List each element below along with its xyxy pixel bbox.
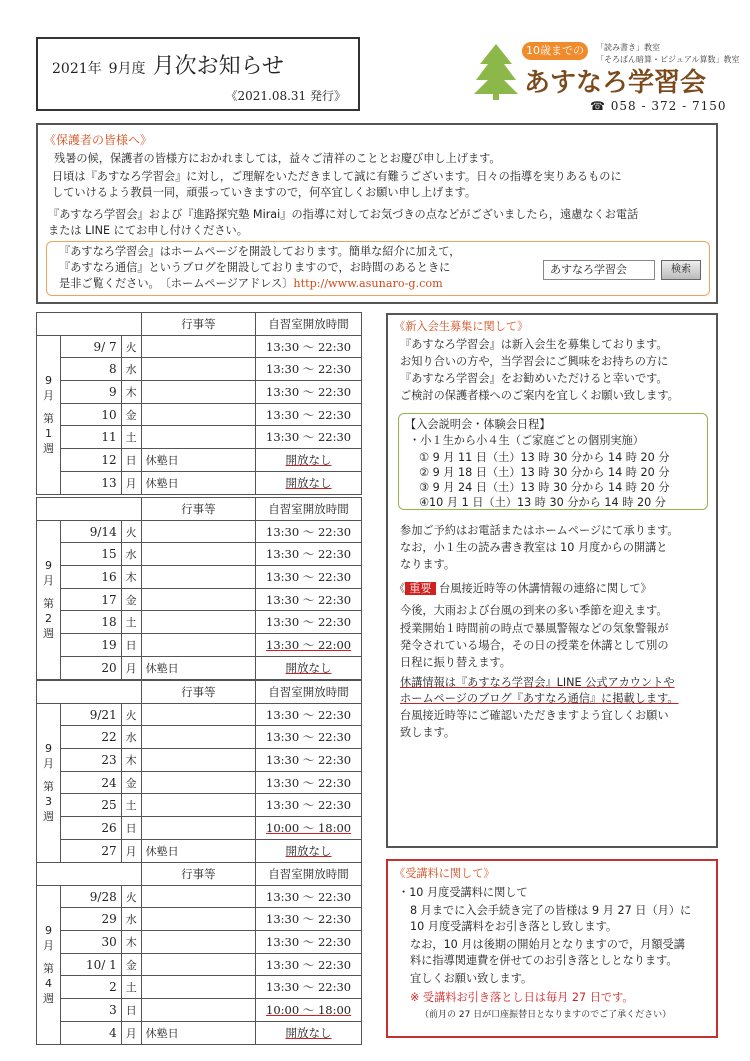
date-cell: 22 — [60, 726, 121, 749]
homepage-info — [46, 241, 710, 296]
schedule-header-row — [37, 498, 362, 521]
fee-line: 料に指導関連費を併せてのお引き落としとなります。 — [410, 954, 678, 967]
session-item: ② 9 月 18 日（土）13 時 30 分から 14 時 20 分 — [419, 466, 670, 479]
table-row — [37, 817, 362, 840]
table-row — [37, 381, 362, 404]
header-hours: 自習室開放時間 — [256, 498, 362, 521]
logo-name: あすなろ学習会 — [524, 68, 707, 98]
header-blank — [37, 681, 142, 704]
typhoon-line: 日程に振り替えます。 — [400, 656, 511, 669]
event-cell: 休塾日 — [141, 1021, 255, 1044]
header-hours: 自習室開放時間 — [256, 863, 362, 886]
event-cell: 休塾日 — [141, 656, 255, 679]
week-label-char: 9 — [44, 924, 52, 938]
table-row — [37, 543, 362, 566]
dow-cell: 水 — [121, 543, 141, 566]
title-text: 月次お知らせ — [152, 54, 284, 79]
typhoon-underline-line: ホームページのブログ『あすなろ通信』に掲載します。 — [400, 692, 679, 705]
dow-cell: 月 — [121, 839, 141, 862]
notice-line: 日頃は『あすなろ学習会』に対し，ご理解をいただきまして誠に有難うございます。日々の指導を実りあるものに — [52, 170, 622, 183]
date-cell: 19 — [60, 634, 121, 657]
tree-logo-icon — [474, 44, 518, 100]
date-cell: 12 — [60, 449, 121, 472]
event-cell — [141, 885, 255, 908]
table-row — [37, 908, 362, 931]
table-row — [37, 999, 362, 1022]
schedule-table — [36, 862, 362, 1045]
session-schedule — [398, 413, 708, 510]
date-cell: 9/14 — [60, 520, 121, 543]
dow-cell: 月 — [121, 656, 141, 679]
event-cell — [141, 771, 255, 794]
hours-cell: 13:30 ～ 22:30 — [256, 703, 362, 726]
table-row — [37, 656, 362, 679]
hours-cell: 13:30 ～ 22:30 — [256, 794, 362, 817]
web-line: 『あすなろ通信』というブログを開設しておりますので，お時間のあるときに — [59, 261, 451, 274]
dow-cell: 月 — [121, 1021, 141, 1044]
date-cell: 17 — [60, 588, 121, 611]
event-cell — [141, 543, 255, 566]
session-item: ① 9 月 11 日（土）13 時 30 分から 14 時 20 分 — [419, 451, 670, 464]
table-row — [37, 449, 362, 472]
hours-cell: 13:30 ～ 22:30 — [256, 749, 362, 772]
date-cell: 10 — [60, 403, 121, 426]
dow-cell: 金 — [121, 403, 141, 426]
fee-item: ・10 月度受講料に関して — [398, 886, 528, 899]
header-blank — [37, 498, 142, 521]
date-cell: 26 — [60, 817, 121, 840]
hours-cell: 13:30 ～ 22:00 — [256, 634, 362, 657]
hours-cell: 13:30 ～ 22:30 — [256, 885, 362, 908]
hours-cell: 13:30 ～ 22:30 — [256, 358, 362, 381]
hours-cell: 開放なし — [256, 471, 362, 494]
week-label-char: 週 — [42, 992, 54, 1006]
typhoon-heading-text: 台風接近時等の休講情報の連絡に関して》 — [439, 582, 652, 595]
event-cell — [141, 703, 255, 726]
week-label-char: 月 — [42, 939, 54, 953]
event-cell — [141, 566, 255, 589]
search-input[interactable]: あすなろ学習会 — [543, 260, 655, 280]
header-event: 行事等 — [141, 863, 255, 886]
date-cell: 20 — [60, 656, 121, 679]
event-cell — [141, 403, 255, 426]
important-badge: 重要 — [405, 582, 435, 595]
fee-footnote: （前月の 27 日が口座振替日となりますのでご了承ください） — [420, 1010, 672, 1020]
recruit-line: 『あすなろ学習会』をお勧めいただけると幸いです。 — [400, 372, 668, 385]
dow-cell: 木 — [121, 931, 141, 954]
dow-cell: 土 — [121, 976, 141, 999]
table-row — [37, 703, 362, 726]
date-cell: 3 — [60, 999, 121, 1022]
event-cell: 休塾日 — [141, 839, 255, 862]
dow-cell: 火 — [121, 703, 141, 726]
date-cell: 9/28 — [60, 885, 121, 908]
logo-subtitle-1: 「読み書き」教室 — [596, 43, 660, 52]
dow-cell: 金 — [121, 588, 141, 611]
date-cell: 8 — [60, 358, 121, 381]
week-label-char: 月 — [42, 389, 54, 403]
dow-cell: 水 — [121, 358, 141, 381]
date-cell: 29 — [60, 908, 121, 931]
fee-line: なお，10 月は後期の開始月となりますので，月額受講 — [410, 938, 685, 951]
schedule-header-row — [37, 313, 362, 336]
table-row — [37, 358, 362, 381]
session-item: ③ 9 月 24 日（土）13 時 30 分から 14 時 20 分 — [419, 481, 670, 494]
week-label-char: 9 — [44, 742, 52, 756]
date-cell: 10/ 1 — [60, 953, 121, 976]
session-item: ④10 月 1 日（土）13 時 30 分から 14 時 20 分 — [419, 496, 666, 509]
hours-cell: 13:30 ～ 22:30 — [256, 771, 362, 794]
typhoon-tail-line: 致します。 — [400, 726, 456, 739]
hours-cell: 開放なし — [256, 839, 362, 862]
date-cell: 13 — [60, 471, 121, 494]
recruit-after-line: なります。 — [400, 558, 456, 571]
date-cell: 4 — [60, 1021, 121, 1044]
header-event: 行事等 — [141, 498, 255, 521]
date-cell: 24 — [60, 771, 121, 794]
fee-emphasis: ※ 受講料お引き落とし日は毎月 27 日です。 — [410, 991, 634, 1004]
title-month: 9 — [108, 61, 118, 77]
notice-heading: 《保護者の皆様へ》 — [44, 133, 153, 147]
dow-cell: 金 — [121, 771, 141, 794]
table-row — [37, 426, 362, 449]
dow-cell: 水 — [121, 726, 141, 749]
recruit-section — [386, 313, 718, 848]
table-row — [37, 611, 362, 634]
dow-cell: 木 — [121, 749, 141, 772]
event-cell — [141, 999, 255, 1022]
hours-cell: 13:30 ～ 22:30 — [256, 426, 362, 449]
web-line — [59, 276, 443, 292]
week-label-char: 週 — [42, 810, 54, 824]
recruit-after-line: 参加ご予約はお電話またはホームページにて承ります。 — [400, 524, 679, 537]
notice-line: または LINE にてお申し付けください。 — [48, 224, 248, 237]
typhoon-tail-line: 台風接近時等にご確認いただきますよう宜しくお願い — [400, 709, 669, 722]
date-cell: 23 — [60, 749, 121, 772]
dow-cell: 火 — [121, 885, 141, 908]
parent-notice — [36, 123, 718, 304]
event-cell: 休塾日 — [141, 449, 255, 472]
event-cell — [141, 520, 255, 543]
week-label-char: 第 — [42, 962, 54, 976]
week-label — [37, 703, 61, 862]
dow-cell: 土 — [121, 426, 141, 449]
notice-line: 残暑の候，保護者の皆様方におかれましては，益々ご清祥のこととお慶び申し上げます。 — [54, 152, 501, 165]
table-row — [37, 634, 362, 657]
table-row — [37, 588, 362, 611]
fee-line: 宜しくお願い致します。 — [410, 972, 533, 985]
hours-cell: 13:30 ～ 22:30 — [256, 908, 362, 931]
event-cell — [141, 588, 255, 611]
week-label-char: 9 — [44, 374, 52, 388]
week-label-char: 3 — [44, 795, 52, 809]
event-cell — [141, 634, 255, 657]
hours-cell: 13:30 ～ 22:30 — [256, 976, 362, 999]
page-title — [52, 49, 284, 80]
search-button[interactable]: 検索 — [661, 260, 701, 280]
hours-cell: 13:30 ～ 22:30 — [256, 381, 362, 404]
event-cell: 休塾日 — [141, 471, 255, 494]
hours-cell: 開放なし — [256, 656, 362, 679]
dow-cell: 日 — [121, 999, 141, 1022]
header-event: 行事等 — [141, 313, 255, 336]
table-row — [37, 566, 362, 589]
hours-cell: 13:30 ～ 22:30 — [256, 611, 362, 634]
week-label — [37, 520, 61, 679]
typhoon-line: 授業開始１時間前の時点で暴風警報などの気象警報が — [400, 622, 669, 635]
event-cell — [141, 611, 255, 634]
hours-cell: 13:30 ～ 22:30 — [256, 953, 362, 976]
schedule-table — [36, 312, 362, 495]
table-row — [37, 976, 362, 999]
dow-cell: 日 — [121, 449, 141, 472]
date-cell: 9 — [60, 381, 121, 404]
week-label — [37, 335, 61, 494]
date-cell: 30 — [60, 931, 121, 954]
session-intro: ・小１生から小４生（ご家庭ごとの個別実施） — [409, 434, 644, 447]
hours-cell: 13:30 ～ 22:30 — [256, 543, 362, 566]
week-label-char: 月 — [42, 757, 54, 771]
dow-cell: 木 — [121, 566, 141, 589]
notice-line: 『あすなろ学習会』および『進路探究塾 Mirai』の指導に対してお気づきの点などがございましたら，遠慮なくお電話 — [48, 208, 639, 221]
dow-cell: 金 — [121, 953, 141, 976]
dow-cell: 木 — [121, 381, 141, 404]
hours-cell: 13:30 ～ 22:30 — [256, 335, 362, 358]
recruit-line: お知り合いの方や，当学習会にご興味をお持ちの方に — [400, 355, 669, 368]
table-row — [37, 794, 362, 817]
web-line: 『あすなろ学習会』はホームページを開設しております。簡単な紹介に加えて， — [59, 245, 461, 258]
header-hours: 自習室開放時間 — [256, 681, 362, 704]
title-year-unit: 年 — [87, 61, 102, 77]
table-row — [37, 335, 362, 358]
table-row — [37, 471, 362, 494]
event-cell — [141, 381, 255, 404]
table-row — [37, 953, 362, 976]
recruit-heading: 《新入会生募集に関して》 — [394, 320, 529, 333]
week-label-char: 第 — [42, 597, 54, 611]
date-cell: 25 — [60, 794, 121, 817]
week-label-char: 第 — [42, 780, 54, 794]
dow-cell: 月 — [121, 471, 141, 494]
date-cell: 18 — [60, 611, 121, 634]
dow-cell: 火 — [121, 520, 141, 543]
fee-section — [386, 859, 718, 1038]
date-cell: 9/21 — [60, 703, 121, 726]
hours-cell: 10:00 ～ 18:00 — [256, 999, 362, 1022]
hours-cell: 開放なし — [256, 449, 362, 472]
dow-cell: 日 — [121, 634, 141, 657]
typhoon-line: 今後，大雨および台風の到来の多い季節を迎えます。 — [400, 604, 668, 617]
week-label-char: 週 — [42, 442, 54, 456]
event-cell — [141, 335, 255, 358]
hours-cell: 13:30 ～ 22:30 — [256, 403, 362, 426]
logo-subtitle-2: 「そろばん暗算・ビジュアル算数」教室 — [596, 55, 740, 64]
event-cell — [141, 749, 255, 772]
issue-date: 《2021.08.31 発行》 — [225, 89, 346, 103]
dow-cell: 日 — [121, 817, 141, 840]
date-cell: 15 — [60, 543, 121, 566]
week-label-char: 週 — [42, 627, 54, 641]
table-row — [37, 839, 362, 862]
hours-cell: 13:30 ～ 22:30 — [256, 931, 362, 954]
week-label-char: 月 — [42, 574, 54, 588]
date-cell: 11 — [60, 426, 121, 449]
hours-cell: 開放なし — [256, 1021, 362, 1044]
title-month-unit: 月度 — [117, 61, 146, 77]
phone-number: ☎ 058 - 372 - 7150 — [590, 99, 727, 113]
date-cell: 27 — [60, 839, 121, 862]
event-cell — [141, 976, 255, 999]
table-row — [37, 931, 362, 954]
recruit-after-line: なお，小１生の読み書き教室は 10 月度からの開講と — [400, 541, 668, 554]
title-box — [36, 37, 360, 111]
schedule-table — [36, 680, 362, 863]
event-cell — [141, 817, 255, 840]
fee-heading: 《受講料に関して》 — [394, 867, 495, 880]
dow-cell: 火 — [121, 335, 141, 358]
event-cell — [141, 358, 255, 381]
header-blank — [37, 863, 142, 886]
dow-cell: 土 — [121, 794, 141, 817]
table-row — [37, 1021, 362, 1044]
hours-cell: 13:30 ～ 22:30 — [256, 566, 362, 589]
web-line-text: 是非ご覧ください。 〔ホームページアドレス〕 — [59, 277, 294, 290]
table-row — [37, 726, 362, 749]
recruit-line: ご検討の保護者様へのご案内を宜しくお願い致します。 — [400, 389, 679, 402]
typhoon-line: 発令されている場合，その日の授業を休講として別の — [400, 639, 669, 652]
hours-cell: 13:30 ～ 22:30 — [256, 520, 362, 543]
notice-line: していけるよう教員一同，頑張っていきますので，何卒宜しくお願い申し上げます。 — [52, 186, 477, 199]
typhoon-heading-open: 《 — [394, 582, 406, 595]
typhoon-underline-line: 休講情報は『あすなろ学習会』LINE 公式アカウントや — [400, 676, 675, 689]
header-event: 行事等 — [141, 681, 255, 704]
event-cell — [141, 953, 255, 976]
dow-cell: 水 — [121, 908, 141, 931]
schedule-table — [36, 497, 362, 680]
header-hours: 自習室開放時間 — [256, 313, 362, 336]
table-row — [37, 771, 362, 794]
table-row — [37, 403, 362, 426]
date-cell: 9/ 7 — [60, 335, 121, 358]
date-cell: 2 — [60, 976, 121, 999]
week-label-char: 1 — [44, 427, 52, 441]
hours-cell: 13:30 ～ 22:30 — [256, 726, 362, 749]
session-title: 【入会説明会・体験会日程】 — [405, 418, 551, 431]
fee-line: 8 月までに入会手続き完了の皆様は 9 月 27 日（月）に — [410, 904, 692, 917]
week-label-char: 4 — [44, 977, 52, 991]
event-cell — [141, 426, 255, 449]
week-label-char: 第 — [42, 412, 54, 426]
event-cell — [141, 908, 255, 931]
typhoon-heading — [394, 581, 652, 597]
schedule-header-row — [37, 681, 362, 704]
logo-badge: 10歳までの — [522, 42, 588, 60]
date-cell: 16 — [60, 566, 121, 589]
event-cell — [141, 726, 255, 749]
header-blank — [37, 313, 142, 336]
fee-line: 10 月度受講料をお引き落とし致します。 — [410, 920, 618, 933]
week-label-char: 9 — [44, 559, 52, 573]
event-cell — [141, 794, 255, 817]
schedule-header-row — [37, 863, 362, 886]
dow-cell: 土 — [121, 611, 141, 634]
table-row — [37, 749, 362, 772]
hours-cell: 13:30 ～ 22:30 — [256, 588, 362, 611]
recruit-line: 『あすなろ学習会』は新入会生を募集しております。 — [400, 338, 668, 351]
title-year: 2021 — [52, 61, 88, 77]
week-label-char: 2 — [44, 612, 52, 626]
table-row — [37, 520, 362, 543]
week-label — [37, 885, 61, 1044]
table-row — [37, 885, 362, 908]
hours-cell: 10:00 ～ 18:00 — [256, 817, 362, 840]
homepage-url-link[interactable]: http://www.asunaro-g.com — [293, 277, 443, 290]
event-cell — [141, 931, 255, 954]
